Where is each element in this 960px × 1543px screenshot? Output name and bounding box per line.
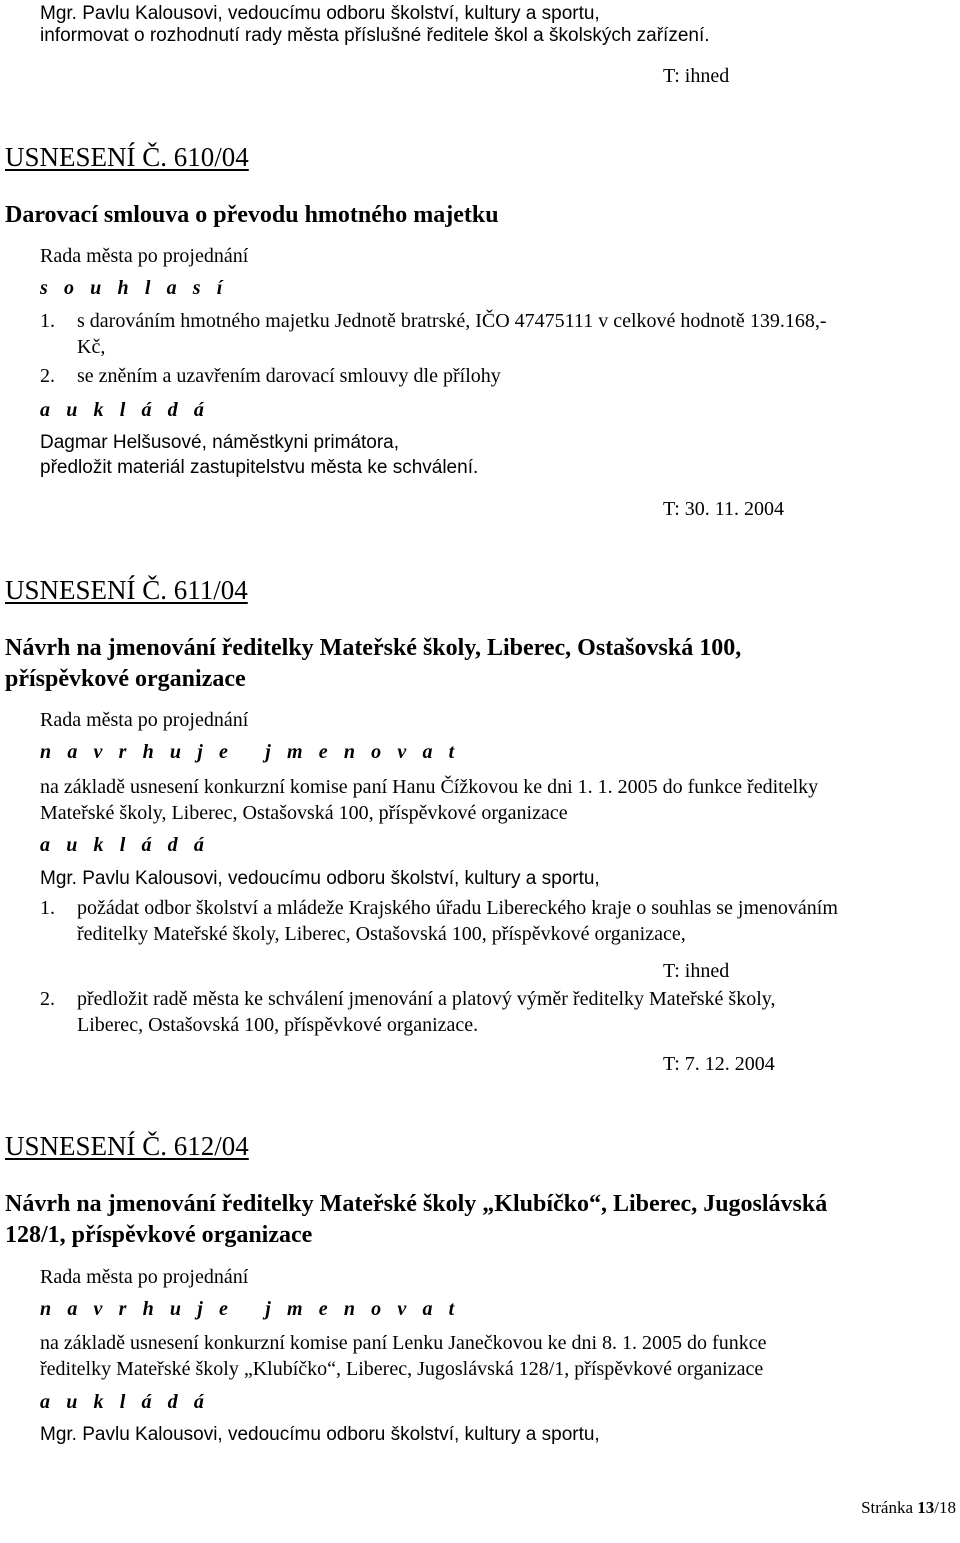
page-total: /18 (934, 1498, 956, 1517)
resolution-610-item2-line1: se zněním a uzavřením darovací smlouvy dle přílohy (77, 365, 501, 387)
top-line-1: Mgr. Pavlu Kalousovi, vedoucímu odboru školství, kultury a sportu, (40, 3, 600, 24)
resolution-611-item2-line2: Liberec, Ostašovská 100, příspěvkové organizace. (77, 1014, 479, 1036)
resolution-612-verb-instructs: a u k l á d á (40, 1391, 210, 1413)
resolution-612-verb-nominates: n a v r h u j e j m e n o v a t (40, 1298, 460, 1320)
resolution-612-title-line1: Návrh na jmenování ředitelky Mateřské školy „Klubíčko“, Liberec, Jugoslávská (5, 1191, 828, 1217)
resolution-611-item1-line1: požádat odbor školství a mládeže Krajského úřadu Libereckého kraje o souhlas se jmenováním (77, 897, 838, 919)
resolution-610-verb-agrees: s o u h l a s í (40, 277, 228, 299)
resolution-611-item1-line2: ředitelky Mateřské školy, Liberec, Ostašovská 100, příspěvkové organizace, (77, 923, 686, 945)
resolution-610-heading: USNESENÍ Č. 610/04 (5, 142, 249, 172)
resolution-611-text-line2: Mateřské školy, Liberec, Ostašovská 100, příspěvkové organizace (40, 802, 568, 824)
resolution-610-item1-number: 1. (40, 310, 55, 332)
resolution-610-verb-instructs: a u k l á d á (40, 399, 210, 421)
resolution-611-item1-number: 1. (40, 897, 55, 919)
resolution-611-heading: USNESENÍ Č. 611/04 (5, 575, 248, 605)
resolution-610-item1-line2: Kč, (77, 336, 106, 358)
resolution-610-item1-line1: s darováním hmotného majetku Jednotě bratrské, IČO 47475111 v celkové hodnotě 139.168,- (77, 310, 827, 332)
top-deadline: T: ihned (663, 65, 730, 87)
page-label: Stránka (861, 1498, 918, 1517)
resolution-612-intro: Rada města po projednání (40, 1266, 249, 1288)
resolution-611-item2-line1: předložit radě města ke schválení jmenování a platový výměr ředitelky Mateřské školy, (77, 988, 776, 1010)
resolution-610-task: předložit materiál zastupitelstvu města ke schválení. (40, 457, 479, 478)
resolution-610-title: Darovací smlouva o převodu hmotného majetku (5, 202, 499, 228)
resolution-611-item2-deadline: T: 7. 12. 2004 (663, 1053, 775, 1075)
resolution-610-person: Dagmar Helšusové, náměstkyni primátora, (40, 432, 400, 453)
resolution-611-verb-instructs: a u k l á d á (40, 834, 210, 856)
resolution-612-text-line2: ředitelky Mateřské školy „Klubíčko“, Liberec, Jugoslávská 128/1, příspěvkové organizace (40, 1358, 764, 1380)
resolution-610-deadline: T: 30. 11. 2004 (663, 498, 785, 520)
resolution-611-item2-number: 2. (40, 988, 55, 1010)
resolution-611-title-line2: příspěvkové organizace (5, 666, 246, 692)
resolution-612-heading: USNESENÍ Č. 612/04 (5, 1131, 249, 1161)
page-footer (861, 1498, 956, 1518)
resolution-612-title-line2: 128/1, příspěvkové organizace (5, 1222, 313, 1248)
resolution-610-intro: Rada města po projednání (40, 245, 249, 267)
resolution-612-text-line1: na základě usnesení konkurzní komise paní Lenku Janečkovou ke dni 8. 1. 2005 do funkce (40, 1332, 767, 1354)
resolution-611-title-line1: Návrh na jmenování ředitelky Mateřské školy, Liberec, Ostašovská 100, (5, 635, 742, 661)
resolution-611-person: Mgr. Pavlu Kalousovi, vedoucímu odboru školství, kultury a sportu, (40, 868, 600, 889)
top-line-2: informovat o rozhodnutí rady města příslušné ředitele škol a školských zařízení. (40, 25, 710, 46)
resolution-610-item2-number: 2. (40, 365, 55, 387)
resolution-611-intro: Rada města po projednání (40, 709, 249, 731)
resolution-612-person: Mgr. Pavlu Kalousovi, vedoucímu odboru školství, kultury a sportu, (40, 1424, 600, 1445)
resolution-611-text-line1: na základě usnesení konkurzní komise paní Hanu Čížkovou ke dni 1. 1. 2005 do funkce ředitelky (40, 776, 819, 798)
resolution-611-item1-deadline: T: ihned (663, 960, 730, 982)
resolution-611-verb-nominates: n a v r h u j e j m e n o v a t (40, 741, 460, 763)
page-number: 13 (917, 1498, 935, 1517)
